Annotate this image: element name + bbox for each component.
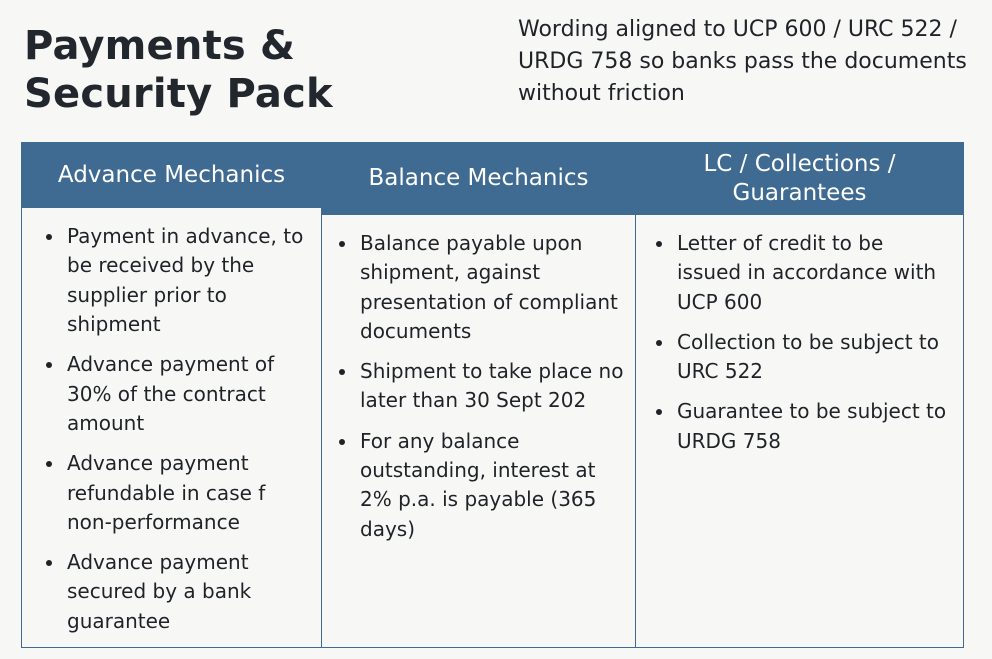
column-lc-collections-guarantees bbox=[635, 143, 963, 647]
bullet-list bbox=[46, 222, 307, 636]
list-item: Advance payment refundable in case f non-performance bbox=[46, 449, 307, 537]
column-body bbox=[22, 208, 321, 647]
list-item: For any balance outstanding, interest at 2% p.a. is payable (365 days) bbox=[339, 427, 625, 544]
column-heading: Balance Mechanics bbox=[322, 143, 635, 215]
page-title: Payments & Security Pack bbox=[24, 23, 333, 117]
list-item: Shipment to take place no later than 30 Sept 202 bbox=[339, 357, 625, 416]
list-item: Advance payment secured by a bank guarantee bbox=[46, 548, 307, 636]
payment-terms-table bbox=[21, 142, 964, 648]
list-item: Letter of credit to be issued in accordance with UCP 600 bbox=[656, 229, 951, 317]
column-body bbox=[636, 215, 963, 467]
list-item: Advance payment of 30% of the contract amount bbox=[46, 350, 307, 438]
column-heading: LC / Collections / Guarantees bbox=[636, 143, 963, 215]
column-balance-mechanics bbox=[321, 143, 635, 647]
list-item: Balance payable upon shipment, against presentation of compliant documents bbox=[339, 229, 625, 346]
column-body bbox=[322, 215, 635, 555]
bullet-list bbox=[339, 229, 625, 544]
list-item: Payment in advance, to be received by the supplier prior to shipment bbox=[46, 222, 307, 339]
list-item: Collection to be subject to URC 522 bbox=[656, 328, 951, 387]
bullet-list bbox=[656, 229, 951, 456]
page-subtitle: Wording aligned to UCP 600 / URC 522 / URDG 758 so banks pass the documents without friction bbox=[518, 17, 967, 106]
column-advance-mechanics bbox=[22, 143, 321, 647]
column-heading: Advance Mechanics bbox=[22, 143, 321, 208]
list-item: Guarantee to be subject to URDG 758 bbox=[656, 397, 951, 456]
